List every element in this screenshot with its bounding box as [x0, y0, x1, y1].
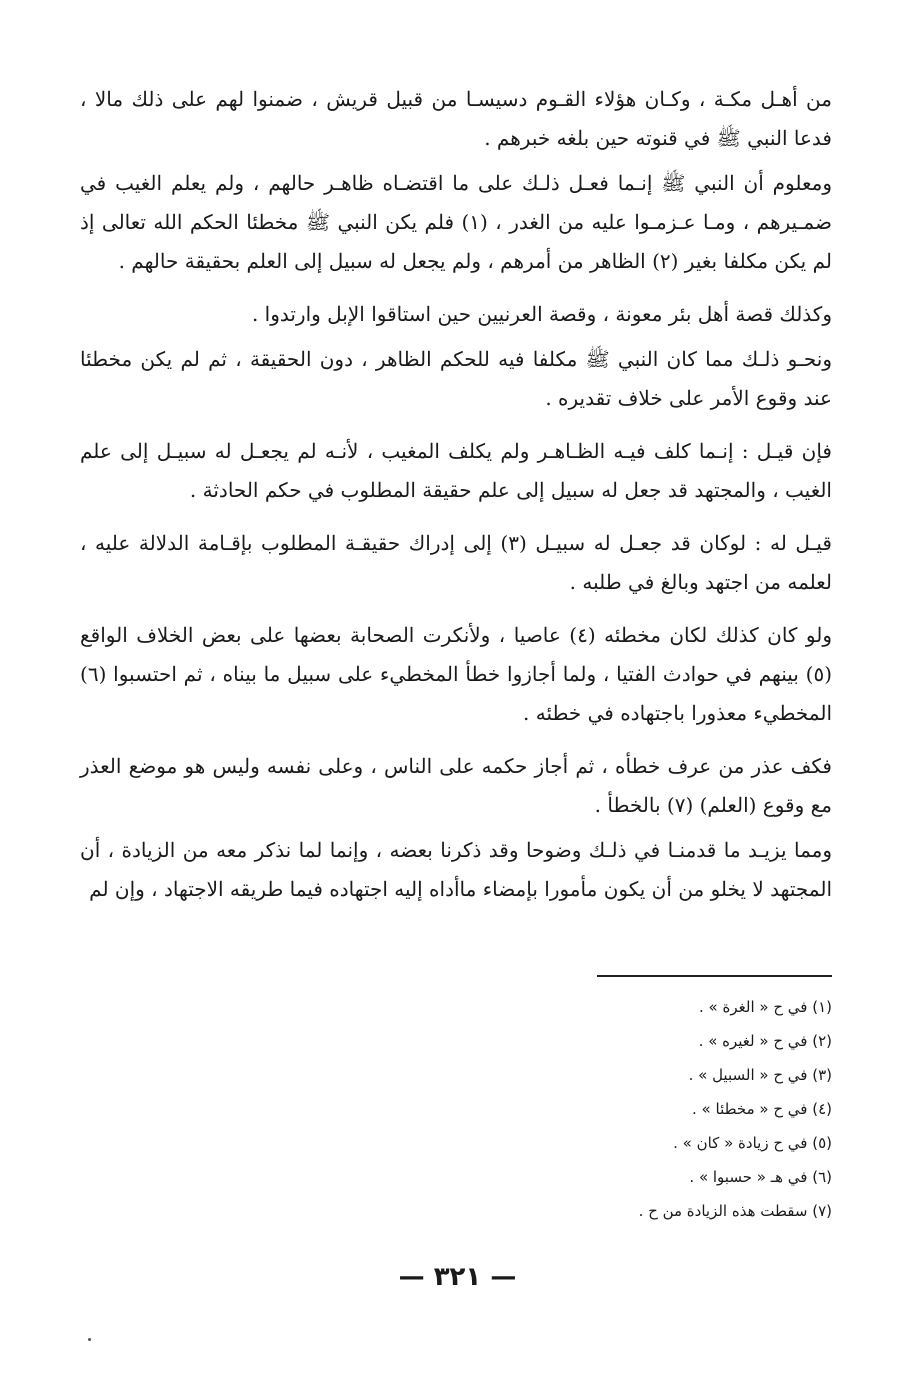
- footnote-2: (٢) في ح « لغيره » .: [698, 1032, 832, 1050]
- paragraph-1: من أهـل مكـة ، وكـان هؤلاء القـوم دسيسـا من قبيل قريش ، ضمنوا لهم على ذلك مالا ، فدعا النبي ﷺ في قنوته حين بلغه خبرهم .: [80, 87, 832, 150]
- paragraph-6: قيـل له : لوكان قد جعـل له سبيـل (٣) إلى إدراك حقيقـة المطلوب بإقـامة الدلالة عليه ، لعلمه من اجتهد وبالغ في طلبه .: [80, 531, 832, 594]
- paragraph-4: ونحـو ذلـك مما كان النبي ﷺ مكلفا فيه للحكم الظاهر ، دون الحقيقة ، ثم لم يكن مخطئا عند وقوع الأمر على خلاف تقديره .: [80, 347, 832, 410]
- paragraph-7: ولو كان كذلك لكان مخطئه (٤) عاصيا ، ولأنكرت الصحابة بعضها على بعض الخلاف الواقع (٥) بينهم في حوادث الفتيا ، ولما أجازوا خطأ المخطيء على سبيل ما بيناه ، ثم احتسبوا (٦) المخطيء معذورا باجتهاده في خطئه .: [80, 623, 832, 725]
- paragraph-2: ومعلوم أن النبي ﷺ إنـما فعـل ذلـك على ما اقتضـاه ظاهـر حالهم ، ولم يعلم الغيب في ضمـيرهم ، ومـا عـزمـوا عليه من الغدر ، (١) فلم يكن النبي ﷺ مخطئا الحكم الله تعالى إذ لم يكن مكلفا بغير (٢) الظاهر من أمرهم ، ولم يجعل له سبيل إلى العلم بحقيقة حالهم .: [80, 171, 832, 273]
- paragraph-9: ومما يزيـد ما قدمنـا في ذلـك وضوحا وقد ذكرنا بعضه ، وإنما لما نذكر معه من الزيادة ، أن المجتهد لا يخلو من أن يكون مأمورا بإمضاء ماأداه إليه اجتهاده فيما طريقه الاجتهاد ، وإن لم: [80, 838, 832, 901]
- footnote-1: (١) في ح « الغرة » .: [699, 998, 832, 1016]
- footnotes-list: [412, 990, 832, 1228]
- footnote-6: (٦) في هـ « حسبوا » .: [689, 1168, 832, 1186]
- footnote-divider: [597, 975, 832, 977]
- paragraph-3: وكذلك قصة أهل بئر معونة ، وقصة العرنيين حين استاقوا الإبل وارتدوا .: [251, 302, 832, 326]
- page-number: — ٣٢١ —: [398, 1262, 517, 1292]
- footnote-3: (٣) في ح « السبيل » .: [688, 1066, 832, 1084]
- scan-speck: [88, 1338, 91, 1341]
- main-text: [80, 80, 832, 915]
- footnote-5: (٥) في ح زيادة « كان » .: [673, 1134, 832, 1152]
- footnote-7: (٧) سقطت هذه الزيادة من ح .: [638, 1202, 832, 1220]
- footnote-4: (٤) في ح « مخطئا » .: [692, 1100, 832, 1118]
- paragraph-8: فكف عذر من عرف خطأه ، ثم أجاز حكمه على الناس ، وعلى نفسه وليس هو موضع العذر مع وقوع (العلم) (٧) بالخطأ .: [80, 754, 832, 817]
- paragraph-5: فإن قيـل : إنـما كلف فيـه الظـاهـر ولم يكلف المغيب ، لأنـه لم يجعـل له سبيـل إلى علم الغيب ، والمجتهد قد جعل له سبيل إلى علم حقيقة المطلوب في حكم الحادثة .: [80, 439, 832, 502]
